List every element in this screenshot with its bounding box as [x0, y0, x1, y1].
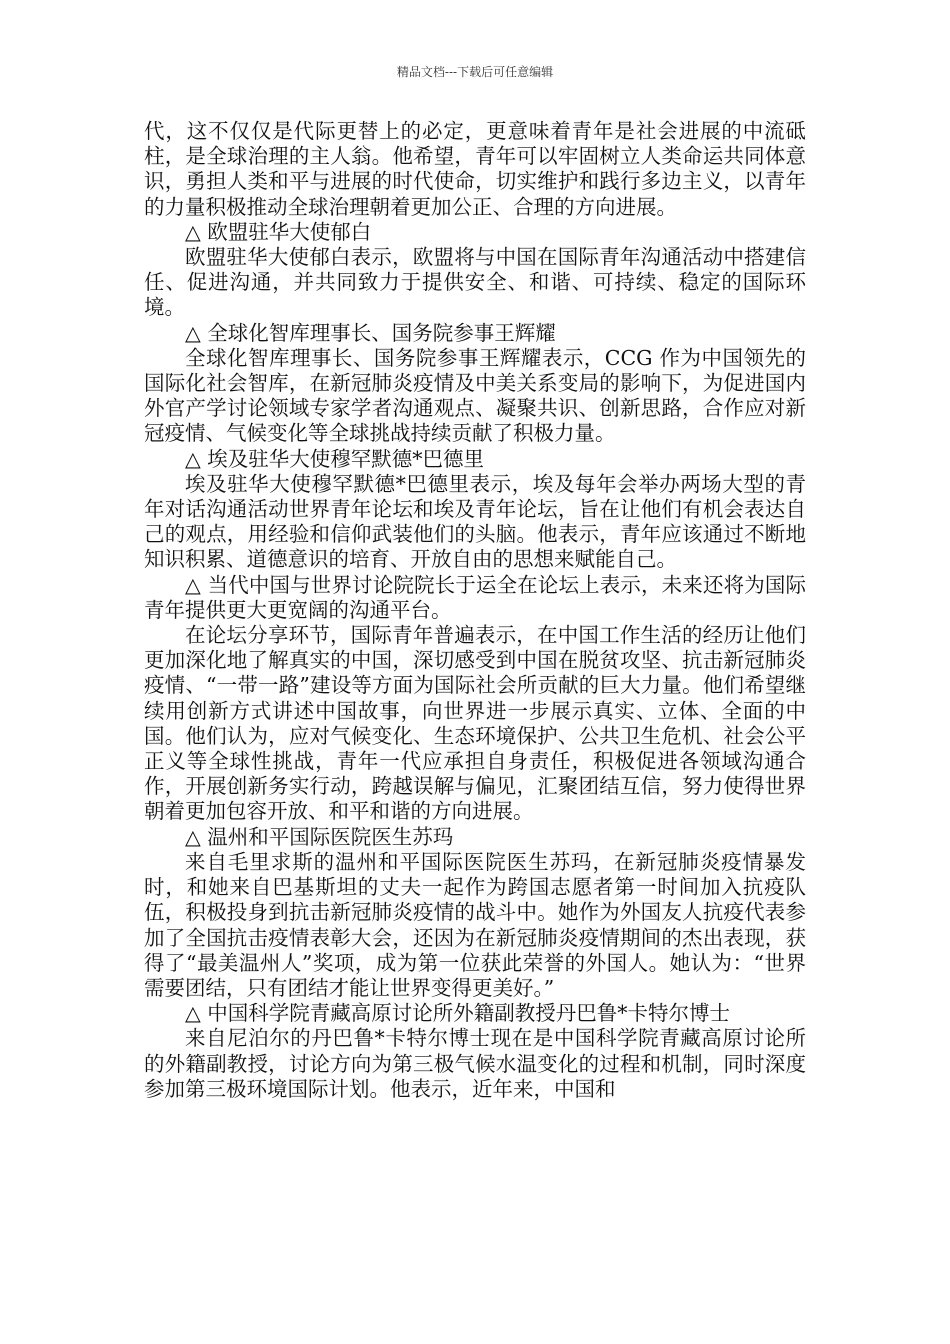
- paragraph: 全球化智库理事长、国务院参事王辉耀表示，CCG 作为中国领先的国际化社会智库，在新冠肺炎疫情及中美关系变局的影响下，为促进国内外官产学讨论领域专家学者沟通观点、凝聚共识、创新思路，合作应对新冠疫情、气候变化等全球挑战持续贡献了积极力量。: [144, 345, 806, 446]
- paragraph: 在论坛分享环节，国际青年普遍表示，在中国工作生活的经历让他们更加深化地了解真实的中国，深切感受到中国在脱贫攻坚、抗击新冠肺炎疫情、“一带一路”建设等方面为国际社会所贡献的巨大力量。他们希望继续用创新方式讲述中国故事，向世界进一步展示真实、立体、全面的中国。他们认为，应对气候变化、生态环境保护、公共卫生危机、社会公平正义等全球性挑战，青年一代应承担自身责任，积极促进各领域沟通合作，开展创新务实行动，跨越误解与偏见，汇聚团结互信，努力使得世界朝着更加包容开放、和平和谐的方向进展。: [144, 623, 806, 824]
- caption-egypt-ambassador: △ 埃及驻华大使穆罕默德*巴德里: [185, 446, 485, 471]
- caption-wenzhou-doctor: △ 温州和平国际医院医生苏玛: [185, 824, 454, 849]
- caption-institute-president: △ 当代中国与世界讨论院院长于运全在论坛上表示，未来还将为国际青年提供更大更宽阔的沟通平台。: [144, 572, 806, 622]
- document-body: [144, 119, 806, 1102]
- paragraph: 来自尼泊尔的丹巴鲁*卡特尔博士现在是中国科学院青藏高原讨论所的外籍副教授，讨论方向为第三极气候水温变化的过程和机制，同时深度参加第三极环境国际计划。他表示，近年来，中国和: [144, 1026, 806, 1101]
- paragraph: 来自毛里求斯的温州和平国际医院医生苏玛，在新冠肺炎疫情暴发时，和她来自巴基斯坦的丈夫一起作为跨国志愿者第一时间加入抗疫队伍，积极投身到抗击新冠肺炎疫情的战斗中。她作为外国友人抗疫代表参加了全国抗击疫情表彰大会，还因为在新冠肺炎疫情期间的杰出表现，获得了“最美温州人”奖项，成为第一位获此荣誉的外国人。她认为：“世界需要团结，只有团结才能让世界变得更美好。”: [144, 849, 806, 1000]
- paragraph: 欧盟驻华大使郁白表示，欧盟将与中国在国际青年沟通活动中搭建信任、促进沟通，并共同致力于提供安全、和谐、可持续、稳定的国际环境。: [144, 245, 806, 320]
- paragraph: 埃及驻华大使穆罕默德*巴德里表示，埃及每年会举办两场大型的青年对话沟通活动世界青年论坛和埃及青年论坛，旨在让他们有机会表达自己的观点，用经验和信仰武装他们的头脑。他表示，青年应该通过不断地知识积累、道德意识的培育、开放自由的思想来赋能自己。: [144, 471, 806, 572]
- caption-eu-ambassador: △ 欧盟驻华大使郁白: [185, 219, 372, 244]
- paragraph-continued: 代，这不仅仅是代际更替上的必定，更意味着青年是社会进展的中流砥柱，是全球治理的主人翁。他希望，青年可以牢固树立人类命运共同体意识，勇担人类和平与进展的时代使命，切实维护和践行多边主义，以青年的力量积极推动全球治理朝着更加公正、合理的方向进展。: [144, 119, 806, 219]
- caption-ccg-chairman: △ 全球化智库理事长、国务院参事王辉耀: [185, 320, 556, 345]
- page-header: 精品文档---下载后可任意编辑: [396, 65, 554, 79]
- caption-cas-professor: △ 中国科学院青藏高原讨论所外籍副教授丹巴鲁*卡特尔博士: [185, 1001, 731, 1026]
